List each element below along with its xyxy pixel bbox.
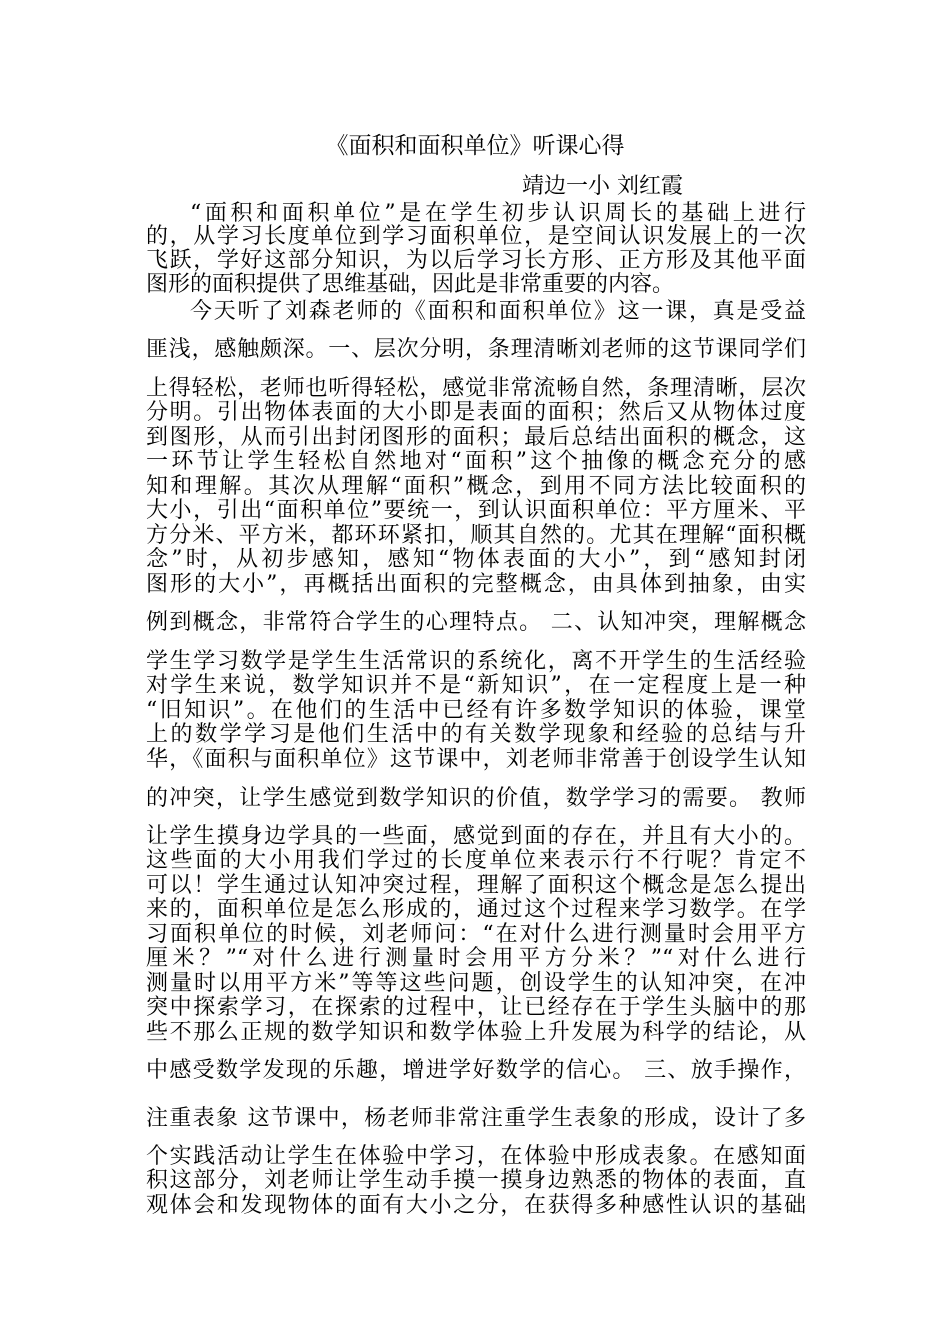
paragraph-line: 飞跃，学好这部分知识，为以后学习长方形、正方形及其他平面 [146, 248, 806, 273]
paragraph-line: 念”时，从初步感知，感知“物体表面的大小”，到“感知封闭 [146, 547, 806, 572]
paragraph-line: 厘米？”“对什么进行测量时会用平方分米？”“对什么进行 [146, 946, 806, 971]
paragraph-line: 上得轻松，老师也听得轻松，感觉非常流畅自然，条理清晰，层次 [146, 376, 806, 401]
paragraph-line: 分明。引出物体表面的大小即是表面的面积；然后又从物体过度 [146, 400, 806, 425]
paragraph-line: “面积和面积单位”是在学生初步认识周长的基础上进行 [190, 201, 806, 226]
paragraph-line: 来的，面积单位是怎么形成的，通过这个过程来学习数学。在学 [146, 897, 806, 922]
paragraph-line: “旧知识”。在他们的生活中已经有许多数学知识的体验，课堂 [146, 698, 806, 723]
document-title: 《面积和面积单位》听课心得 [325, 133, 625, 159]
paragraph-line: 今天听了刘森老师的《面积和面积单位》这一课，真是受益 [190, 299, 806, 324]
paragraph-line: 图形的大小”，再概括出面积的完整概念，由具体到抽象，由实 [146, 572, 806, 597]
paragraph-line: 些不那么正规的数学知识和数学体验上升发展为科学的结论，从 [146, 1020, 806, 1045]
paragraph-line: 可以！学生通过认知冲突过程，理解了面积这个概念是怎么提出 [146, 873, 806, 898]
paragraph-line: 例到概念，非常符合学生的心理特点。 二、认知冲突，理解概念 [146, 610, 806, 635]
paragraph-line: 学生学习数学是学生生活常识的系统化，离不开学生的生活经验 [146, 649, 806, 674]
paragraph-line: 上的数学学习是他们生活中的有关数学现象和经验的总结与升 [146, 722, 806, 747]
paragraph-line: 知和理解。其次从理解“面积”概念，到用不同方法比较面积的 [146, 474, 806, 499]
paragraph-line: 这些面的大小用我们学过的长度单位来表示行不行呢？肯定不 [146, 848, 806, 873]
paragraph-line: 图形的面积提供了思维基础，因此是非常重要的内容。 [146, 272, 675, 297]
paragraph-line: 华，《面积与面积单位》这节课中，刘老师非常善于创设学生认知 [146, 747, 806, 772]
paragraph-line: 的，从学习长度单位到学习面积单位，是空间认识发展上的一次 [146, 224, 806, 249]
paragraph-line: 突中探索学习，在探索的过程中，让已经存在于学生头脑中的那 [146, 995, 806, 1020]
paragraph-line: 测量时以用平方米”等等这些问题，创设学生的认知冲突，在冲 [146, 971, 806, 996]
paragraph-line: 观体会和发现物体的面有大小之分，在获得多种感性认识的基础 [146, 1193, 806, 1218]
paragraph-line: 积这部分，刘老师让学生动手摸一摸身边熟悉的物体的表面，直 [146, 1168, 806, 1193]
paragraph-line: 对学生来说，数学知识并不是“新知识”，在一定程度上是一种 [146, 673, 806, 698]
paragraph-line: 的冲突，让学生感觉到数学知识的价值，数学学习的需要。 教师 [146, 786, 806, 811]
paragraph-line: 方分米、平方米，都环环紧扣，顺其自然的。尤其在理解“面积概 [146, 523, 806, 548]
paragraph-line: 注重表象 这节课中，杨老师非常注重学生表象的形成，设计了多 [146, 1106, 806, 1131]
paragraph-line: 中感受数学发现的乐趣，增进学好数学的信心。 三、放手操作， [146, 1058, 806, 1083]
document-author: 靖边一小 刘红霞 [522, 174, 683, 199]
paragraph-line: 匪浅，感触颇深。一、层次分明，条理清晰刘老师的这节课同学们 [146, 337, 806, 362]
paragraph-line: 让学生摸身边学具的一些面，感觉到面的存在，并且有大小的。 [146, 824, 806, 849]
paragraph-line: 到图形，从而引出封闭图形的面积；最后总结出面积的概念，这 [146, 425, 806, 450]
paragraph-line: 个实践活动让学生在体验中学习，在体验中形成表象。在感知面 [146, 1144, 806, 1169]
paragraph-line: 习面积单位的时候，刘老师问：“在对什么进行测量时会用平方 [146, 922, 806, 947]
paragraph-line: 一环节让学生轻松自然地对“面积”这个抽像的概念充分的感 [146, 449, 806, 474]
paragraph-line: 大小，引出“面积单位”要统一，到认识面积单位：平方厘米、平 [146, 498, 806, 523]
